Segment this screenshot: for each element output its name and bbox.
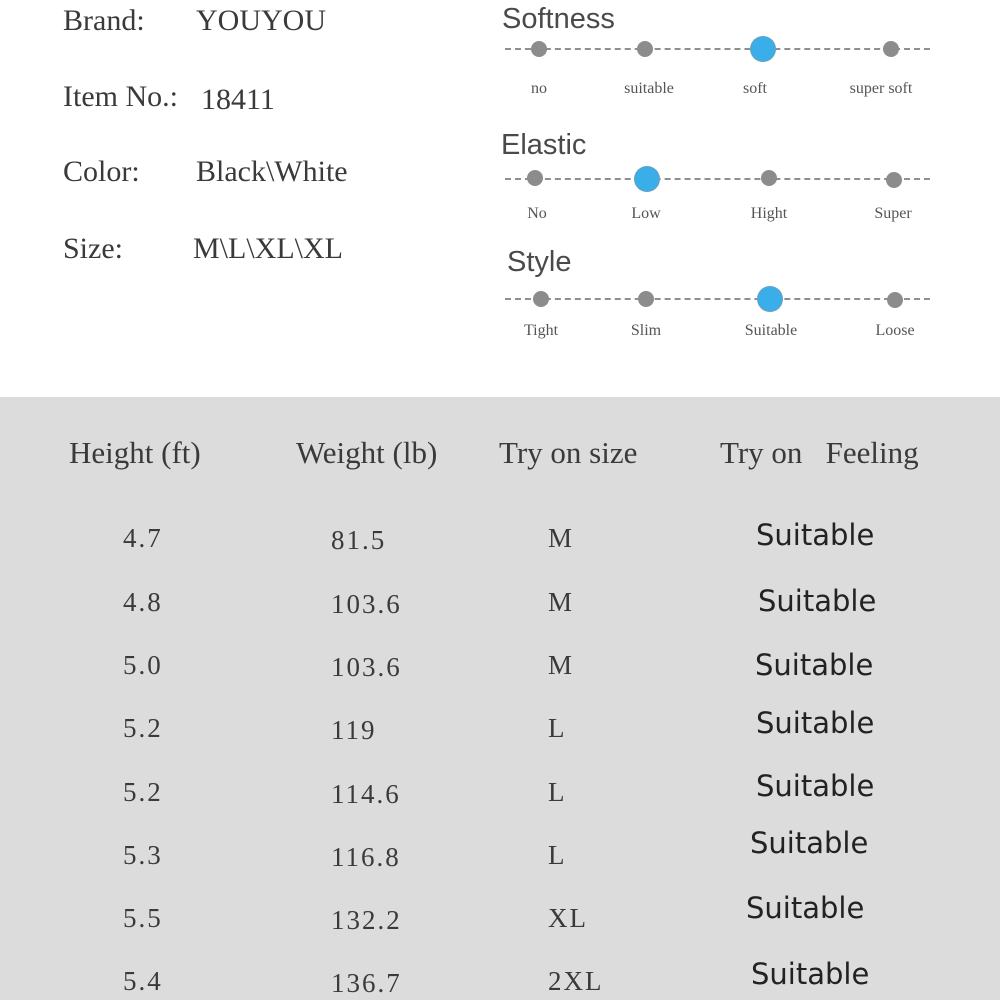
cell-size: M — [548, 523, 575, 553]
elastic-option-hight: Hight — [750, 205, 788, 222]
cell-weight: 132.2 — [331, 905, 402, 935]
elastic-title: Elastic — [501, 129, 587, 161]
cell-weight: 103.6 — [331, 589, 402, 619]
elastic-option-no: No — [527, 205, 547, 222]
softness-title: Softness — [502, 3, 615, 35]
cell-weight: 103.6 — [331, 652, 402, 682]
cell-size: M — [548, 587, 575, 617]
style-track — [505, 298, 930, 300]
cell-height: 5.2 — [123, 777, 163, 807]
brand-label: Brand: — [63, 4, 145, 37]
item-no-label: Item No.: — [63, 80, 178, 113]
elastic-option-super: Super — [874, 205, 912, 222]
cell-size: L — [548, 840, 567, 870]
cell-size: XL — [548, 903, 588, 933]
cell-feeling: Suitable — [751, 957, 870, 991]
color-label: Color: — [63, 155, 140, 188]
cell-height: 4.7 — [123, 523, 163, 553]
style-dot-slim — [638, 291, 654, 307]
cell-weight: 136.7 — [331, 968, 402, 998]
cell-height: 5.0 — [123, 650, 163, 680]
style-dot-tight — [533, 291, 549, 307]
cell-feeling: Suitable — [756, 706, 875, 740]
softness-track — [505, 48, 930, 50]
cell-size: M — [548, 650, 575, 680]
softness-dot-suitable — [637, 41, 653, 57]
header-height: Height (ft) — [69, 435, 201, 470]
elastic-dot-hight — [761, 170, 777, 186]
cell-height: 5.4 — [123, 966, 163, 996]
color-value: Black\White — [196, 155, 348, 188]
header-try-on-feeling: Try on Feeling — [720, 435, 919, 470]
header-weight: Weight (lb) — [296, 435, 438, 470]
softness-dot-soft-selected — [751, 37, 775, 61]
cell-feeling: Suitable — [758, 584, 877, 618]
cell-feeling: Suitable — [746, 891, 865, 925]
style-dot-loose — [887, 292, 903, 308]
softness-dot-no — [531, 41, 547, 57]
cell-height: 5.2 — [123, 713, 163, 743]
elastic-track — [505, 178, 930, 180]
style-option-suitable: Suitable — [744, 322, 798, 339]
elastic-dot-low-selected — [635, 167, 659, 191]
size-fit-table — [0, 397, 1000, 1000]
elastic-option-low: Low — [631, 205, 661, 222]
softness-option-no: no — [531, 80, 547, 97]
style-option-tight: Tight — [523, 322, 559, 339]
cell-feeling: Suitable — [756, 518, 875, 552]
cell-size: L — [548, 777, 567, 807]
elastic-dot-super — [886, 172, 902, 188]
style-title: Style — [507, 246, 572, 278]
brand-value: YOUYOU — [196, 4, 326, 37]
item-no-value: 18411 — [201, 83, 275, 116]
cell-weight: 119 — [331, 715, 377, 745]
cell-height: 5.3 — [123, 840, 163, 870]
cell-weight: 114.6 — [331, 779, 401, 809]
softness-dot-super-soft — [883, 41, 899, 57]
cell-size: 2XL — [548, 966, 604, 996]
cell-weight: 81.5 — [331, 525, 387, 555]
header-try-on-size: Try on size — [499, 435, 638, 470]
cell-weight: 116.8 — [331, 842, 401, 872]
cell-feeling: Suitable — [750, 826, 869, 860]
style-dot-suitable-selected — [758, 287, 782, 311]
style-option-loose: Loose — [875, 322, 915, 339]
softness-option-super-soft: super soft — [849, 80, 913, 97]
cell-height: 5.5 — [123, 903, 163, 933]
elastic-dot-no — [527, 170, 543, 186]
style-option-slim: Slim — [630, 322, 662, 339]
softness-option-soft: soft — [743, 80, 767, 97]
size-label: Size: — [63, 232, 123, 265]
cell-feeling: Suitable — [755, 648, 874, 682]
cell-feeling: Suitable — [756, 769, 875, 803]
cell-size: L — [548, 713, 567, 743]
size-value: M\L\XL\XL — [193, 232, 343, 265]
softness-option-suitable: suitable — [624, 80, 674, 97]
cell-height: 4.8 — [123, 587, 163, 617]
